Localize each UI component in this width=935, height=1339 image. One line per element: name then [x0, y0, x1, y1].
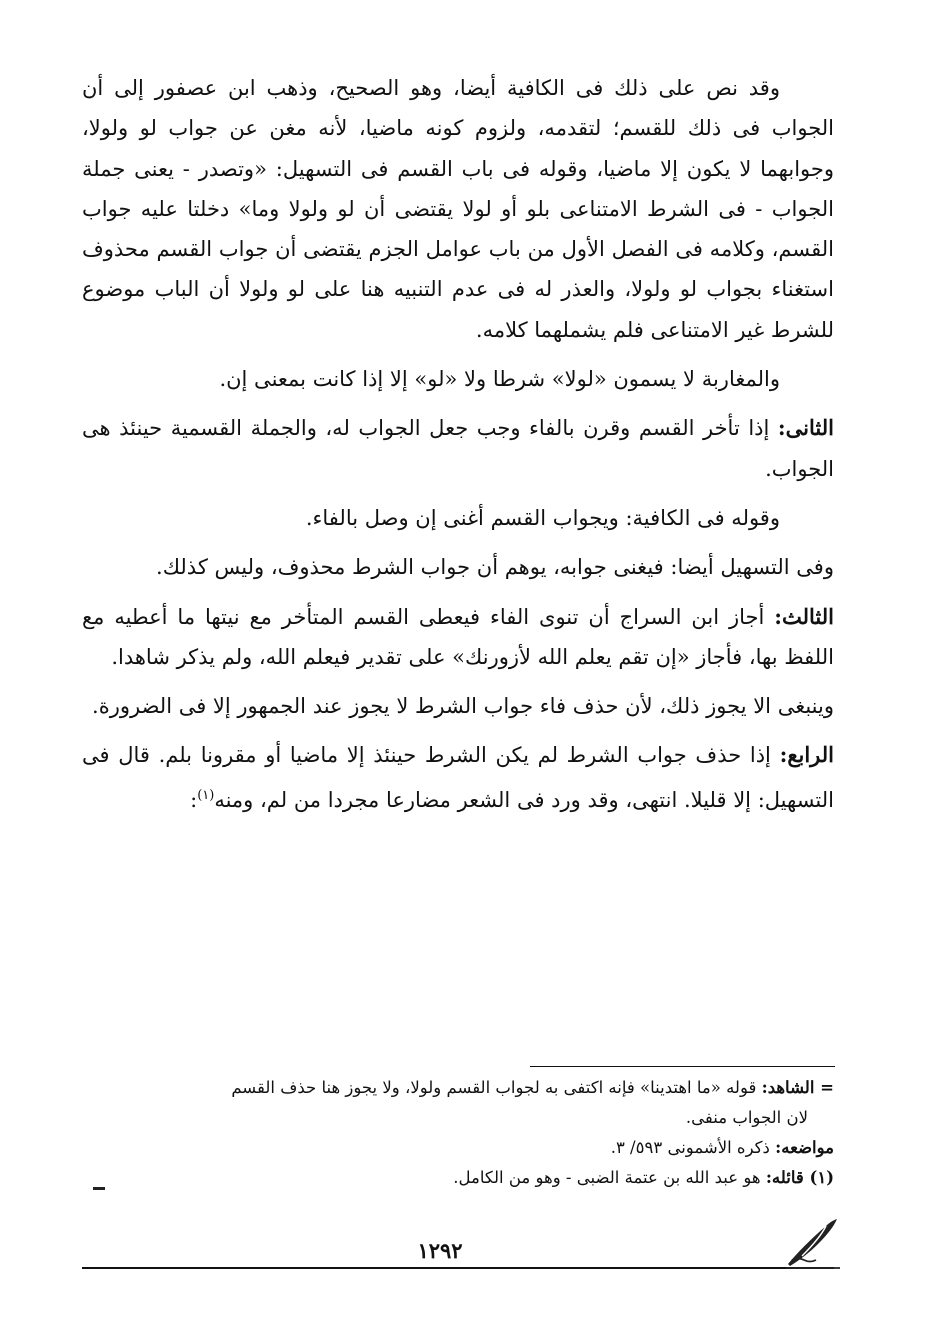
continuation-dash [93, 1187, 105, 1190]
paragraph-3-lead: الثانى: [777, 415, 834, 441]
footnote-shahid-continuation [82, 1103, 834, 1133]
paragraph-6-lead: الثالث: [774, 603, 834, 629]
paragraph-8-lead: الرابع: [779, 742, 834, 768]
quill-pen-icon [782, 1214, 840, 1270]
footnote-reference[interactable]: (١) [197, 787, 215, 803]
paragraph-6 [82, 597, 834, 678]
footnote-1 [82, 1163, 834, 1193]
paragraph-3 [82, 408, 834, 489]
paragraph-1-text: وقد نص على ذلك فى الكافية أيضا، وهو الصحيح، وذهب ابن عصفور إلى أن الجواب فى ذلك للقسم؛ لتقدمه، ولزوم كونه ماضيا، لأنه مغن عن جواب لو ولولا، وجوابهما لا يكون إلا ماضيا، وقوله فى باب القسم فى التسهيل: «وتصدر - يعنى جملة الجواب - فى الشرط الامتناعى بلو أو لولا يقتضى أن لو ولولا وما» دخلتا عليه جواب القسم، وكلامه فى الفصل الأول من باب عوامل الجزم يقتضى أن جواب القسم محذوف استغناء بجواب لو ولولا، والعذر له فى عدم التنبيه هنا على لو ولولا أن الباب موضوع للشرط غير الامتناعى فلم يشملهما كلامه. [82, 76, 834, 342]
paragraph-8-text: إذا حذف جواب الشرط لم يكن الشرط حينئذ إلا ماضيا أو مقرونا بلم. قال فى التسهيل: إلا قليلا. انتهى، وقد ورد فى الشعر مضارعا مجردا من لم، ومنه [82, 743, 834, 812]
page-number: ١٢٩٢ [417, 1238, 463, 1263]
footnote-1-label: (١) قائله: [765, 1168, 834, 1187]
footnote-mawadiuh [82, 1133, 834, 1163]
paragraph-7 [82, 686, 834, 726]
paragraph-1 [82, 68, 834, 350]
paragraph-8-end: : [190, 787, 198, 812]
paragraph-7-text: وينبغى الا يجوز ذلك، لأن حذف فاء جواب الشرط لا يجوز عند الجمهور إلا فى الضرورة. [92, 694, 834, 719]
footnote-mawadiuh-label: مواضعه: [775, 1138, 834, 1157]
paragraph-5 [82, 547, 834, 587]
footnote-shahid-cont-text: لان الجواب منفى. [685, 1108, 808, 1127]
footnote-shahid-text: قوله «ما اهتدينا» فإنه اكتفى به لجواب القسم ولولا، ولا يجوز هنا حذف القسم [231, 1078, 762, 1097]
footnote-shahid-label: = الشاهد: [761, 1078, 834, 1097]
page-bottom-rule [82, 1267, 834, 1269]
paragraph-4-text: وقوله فى الكافية: ويجواب القسم أغنى إن وصل بالفاء. [305, 505, 780, 530]
paragraph-3-text: إذا تأخر القسم وقرن بالفاء وجب جعل الجواب له، والجملة القسمية حينئذ هى الجواب. [82, 416, 834, 481]
paragraph-2 [82, 359, 834, 399]
footnote-1-text: هو عبد الله بن عتمة الضبى - وهو من الكامل. [453, 1168, 766, 1187]
paragraph-5-text: وفى التسهيل أيضا: فيغنى جوابه، يوهم أن جواب الشرط محذوف، وليس كذلك. [156, 555, 834, 580]
paragraph-4 [82, 498, 834, 538]
paragraph-2-text: والمغاربة لا يسمون «لولا» شرطا ولا «لو» إلا إذا كانت بمعنى إن. [219, 367, 780, 392]
footnote-mawadiuh-text: ذكره الأشمونى ٥٩٣/ ٣. [610, 1138, 776, 1157]
paragraph-8 [82, 735, 834, 820]
footnote-separator [530, 1066, 835, 1067]
main-text [82, 68, 834, 829]
footnotes [82, 1073, 834, 1193]
paragraph-6-text: أجاز ابن السراج أن تنوى الفاء فيعطى القسم المتأخر مع نيتها ما أعطيه مع اللفظ بها، فأجاز «إن تقم يعلم الله لأزورنك» على تقدير فيعلم الله، ولم يذكر شاهدا. [82, 604, 834, 669]
footnote-shahid [82, 1073, 834, 1103]
